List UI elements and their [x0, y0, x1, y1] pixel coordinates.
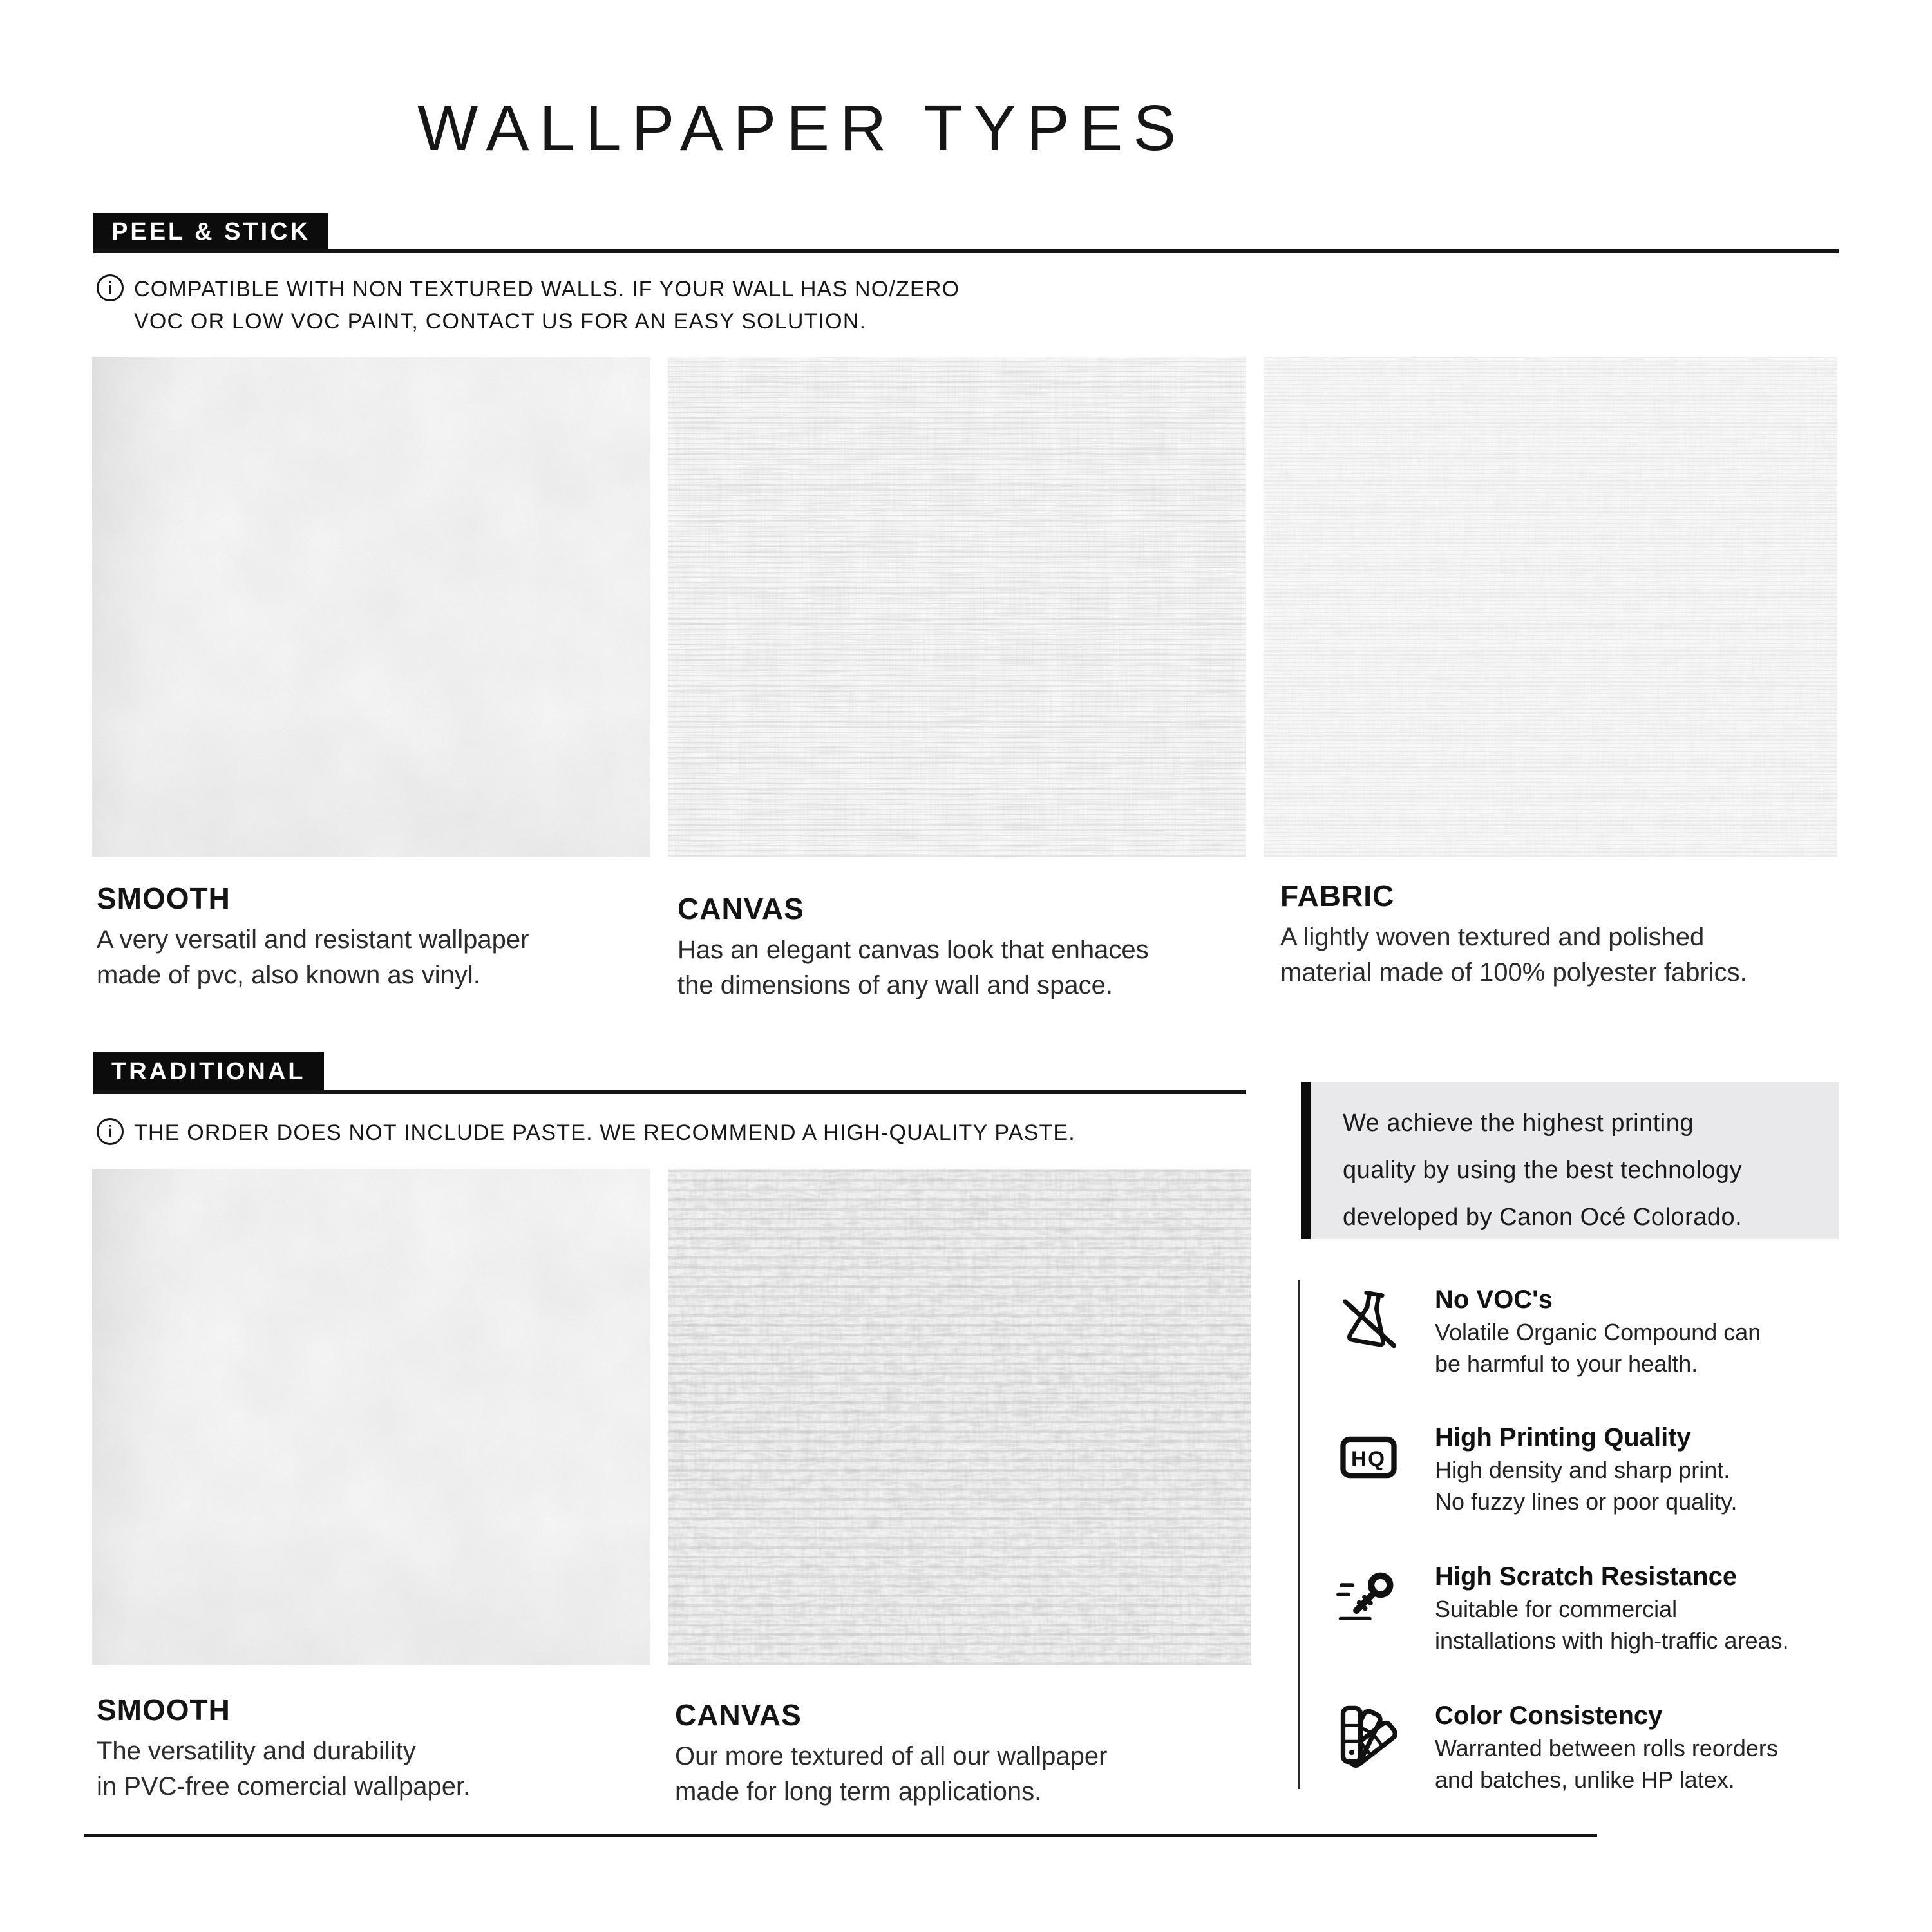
feature-title: Color Consistency [1435, 1701, 1663, 1730]
trad-smooth-desc-line2: in PVC-free comercial wallpaper. [97, 1772, 471, 1801]
feature-high-scratch-resistance [1325, 1560, 1841, 1689]
smooth-desc-line1: A very versatil and resistant wallpaper [97, 925, 529, 954]
peel-stick-note [97, 273, 1256, 337]
feature-color-consistency [1325, 1699, 1841, 1828]
fabric-desc-line2: material made of 100% polyester fabrics. [1280, 958, 1747, 987]
color-swatch-icon [1333, 1701, 1404, 1772]
quality-line2: quality by using the best technology [1343, 1157, 1743, 1184]
feature-desc [1435, 1316, 1847, 1379]
feature-no-voc [1325, 1283, 1841, 1412]
canvas-texture-image-traditional [668, 1169, 1251, 1665]
no-voc-flask-icon [1333, 1285, 1404, 1356]
features-divider-line [1298, 1280, 1300, 1789]
smooth-texture-image-peel-stick [92, 357, 650, 857]
page-title: WALLPAPER TYPES [417, 92, 1187, 164]
peel-stick-item-smooth-desc [97, 922, 529, 993]
feature-desc-line1: Warranted between rolls reorders [1435, 1735, 1778, 1761]
feature-desc-line2: be harmful to your health. [1435, 1350, 1698, 1377]
traditional-note-text: THE ORDER DOES NOT INCLUDE PASTE. WE RECOMMEND A HIGH-QUALITY PASTE. [134, 1121, 1075, 1145]
info-icon: i [97, 274, 124, 301]
traditional-item-canvas-desc [675, 1739, 1107, 1810]
smooth-texture-shading [92, 1169, 650, 1665]
feature-desc [1435, 1454, 1847, 1517]
canvas-texture-image-peel-stick [668, 357, 1246, 857]
bottom-divider-line [84, 1834, 1597, 1837]
peel-stick-item-canvas-desc [677, 933, 1149, 1003]
traditional-section-badge: TRADITIONAL [93, 1052, 324, 1091]
feature-title: High Scratch Resistance [1435, 1562, 1738, 1591]
smooth-desc-line2: made of pvc, also known as vinyl. [97, 961, 480, 989]
smooth-texture-image-traditional [92, 1169, 650, 1665]
trad-canvas-desc-line2: made for long term applications. [675, 1777, 1042, 1806]
trad-smooth-desc-line1: The versatility and durability [97, 1737, 416, 1765]
hq-badge-icon [1333, 1423, 1404, 1493]
feature-desc-line2: and batches, unlike HP latex. [1435, 1766, 1735, 1793]
info-icon: i [97, 1118, 124, 1145]
feature-title: High Printing Quality [1435, 1423, 1691, 1452]
peel-stick-item-canvas-title: CANVAS [677, 892, 804, 925]
traditional-item-smooth-title: SMOOTH [97, 1693, 231, 1727]
feature-desc-line1: Volatile Organic Compound can [1435, 1319, 1761, 1345]
peel-stick-section-badge: PEEL & STICK [93, 213, 328, 251]
quality-line3: developed by Canon Océ Colorado. [1343, 1204, 1743, 1231]
fabric-texture-image-peel-stick [1264, 357, 1837, 857]
feature-desc [1435, 1732, 1847, 1795]
peel-stick-note-line1: COMPATIBLE WITH NON TEXTURED WALLS. IF YOUR WALL HAS NO/ZERO [134, 277, 960, 301]
feature-high-printing-quality [1325, 1421, 1841, 1549]
traditional-item-canvas-title: CANVAS [675, 1698, 802, 1732]
canvas-desc-line2: the dimensions of any wall and space. [677, 971, 1113, 999]
key-scratch-icon [1333, 1562, 1404, 1633]
printing-quality-callout [1301, 1082, 1839, 1239]
traditional-underline [93, 1090, 1246, 1094]
feature-desc-line1: Suitable for commercial [1435, 1596, 1678, 1622]
traditional-note [97, 1117, 1256, 1149]
feature-title: No VOC's [1435, 1285, 1553, 1314]
fabric-desc-line1: A lightly woven textured and polished [1280, 923, 1705, 951]
smooth-texture-shading [92, 357, 650, 857]
trad-canvas-desc-line1: Our more textured of all our wallpaper [675, 1742, 1108, 1770]
peel-stick-item-smooth-title: SMOOTH [97, 882, 231, 915]
feature-desc-line2: installations with high-traffic areas. [1435, 1627, 1789, 1654]
peel-stick-note-line2: VOC OR LOW VOC PAINT, CONTACT US FOR AN EASY SOLUTION. [134, 309, 867, 334]
peel-stick-item-fabric-desc [1280, 920, 1747, 990]
feature-desc-line2: No fuzzy lines or poor quality. [1435, 1488, 1738, 1515]
peel-stick-item-fabric-title: FABRIC [1280, 879, 1395, 913]
feature-desc [1435, 1593, 1847, 1656]
feature-desc-line1: High density and sharp print. [1435, 1457, 1730, 1483]
traditional-item-smooth-desc [97, 1734, 470, 1804]
svg-text:HQ: HQ [1350, 1447, 1387, 1472]
canvas-desc-line1: Has an elegant canvas look that enhaces [677, 936, 1149, 964]
peel-stick-underline [93, 249, 1839, 253]
quality-line1: We achieve the highest printing [1343, 1110, 1694, 1137]
